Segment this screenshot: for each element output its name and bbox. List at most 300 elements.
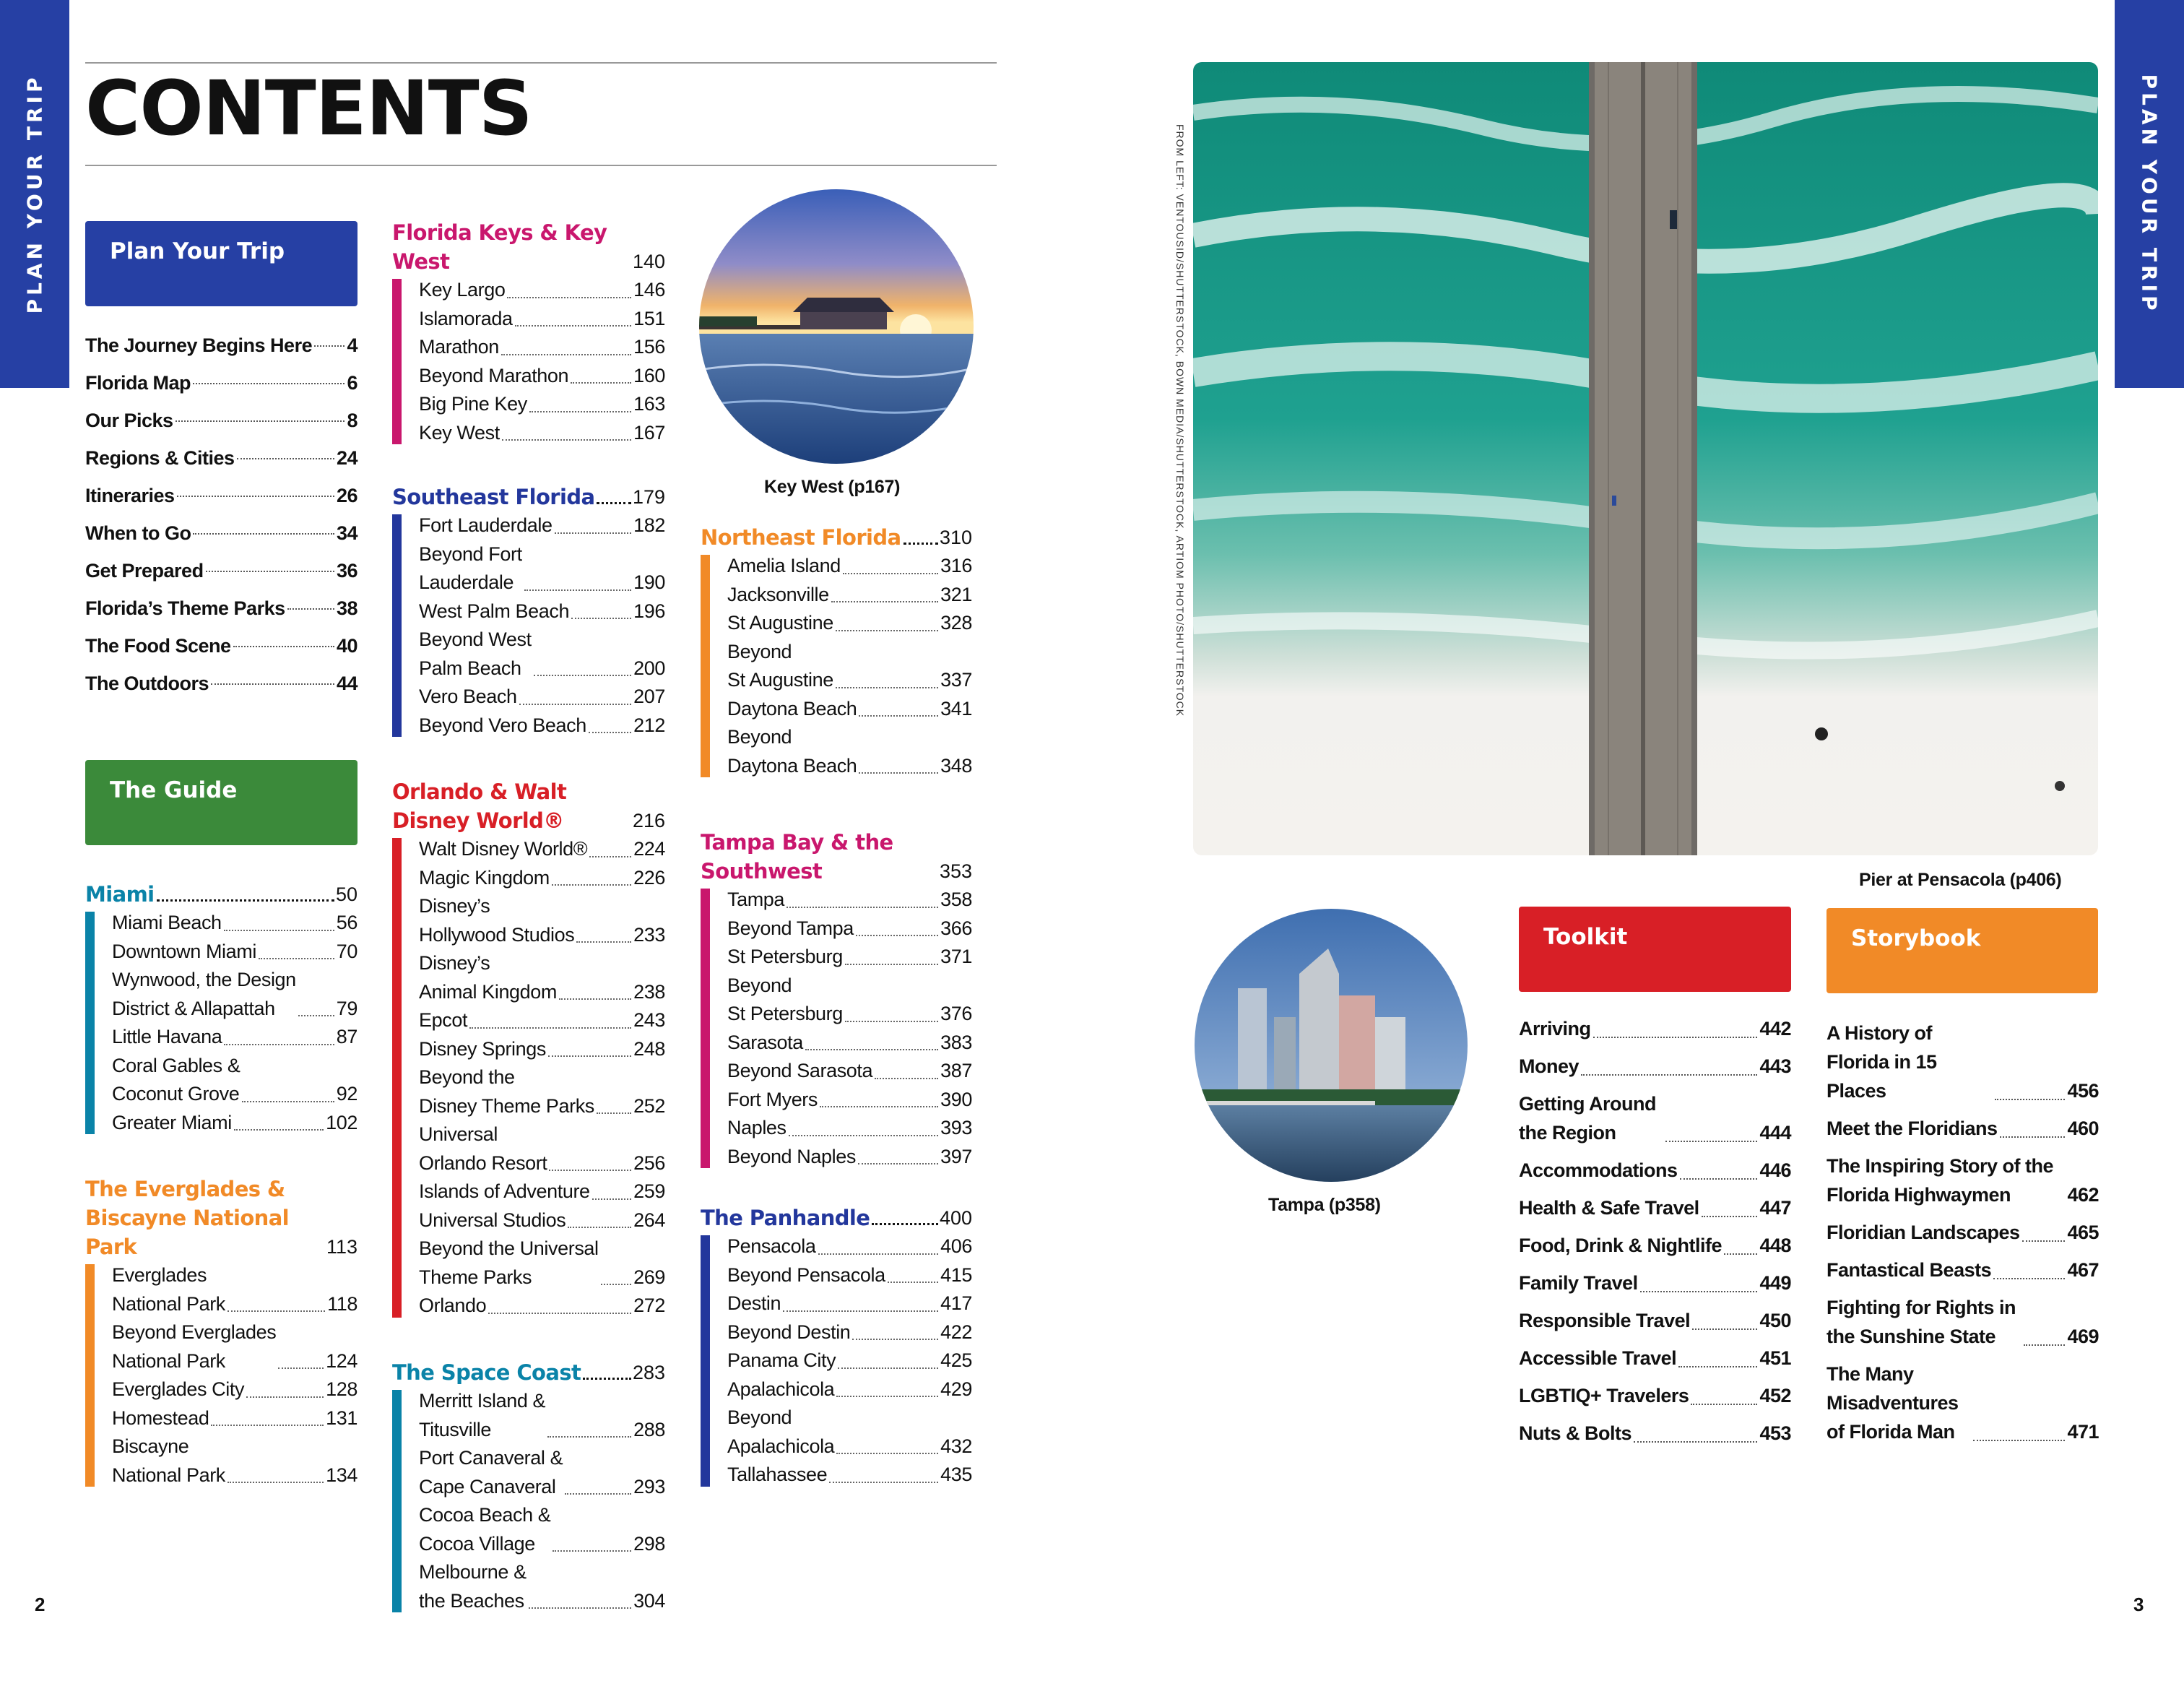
entry-title: Health & Safe Travel — [1519, 1197, 1699, 1219]
subsection-page: 293 — [633, 1475, 665, 1498]
subsection-entry[interactable] — [112, 1261, 358, 1318]
subsection-page: 79 — [336, 997, 358, 1019]
pier-aerial-illustration — [1193, 62, 2098, 855]
subsection-entry[interactable] — [419, 362, 665, 391]
dot-leader — [193, 383, 344, 384]
section-miami — [85, 880, 358, 1137]
tampa-caption: Tampa (p358) — [1268, 1195, 1381, 1215]
color-bar — [392, 1390, 402, 1612]
toc-entry[interactable] — [85, 477, 358, 514]
dot-leader — [211, 683, 334, 685]
subsection-title: Wynwood, the Design District & Allapattah — [112, 969, 296, 1019]
dot-leader — [176, 420, 345, 422]
subsection-page: 425 — [940, 1349, 972, 1371]
pier-caption: Pier at Pensacola (p406) — [1859, 870, 2062, 890]
section-panhandle — [701, 1204, 972, 1490]
dot-leader — [1702, 1216, 1758, 1217]
toc-entry[interactable] — [85, 552, 358, 589]
subsection-title: Beyond Pensacola — [727, 1263, 885, 1286]
subsection-title: Beyond the Disney Theme Parks — [419, 1066, 594, 1117]
storybook-box-label: Storybook — [1851, 925, 1981, 951]
subsection-title: Beyond Everglades National Park — [112, 1321, 277, 1372]
subsection-page: 196 — [633, 600, 665, 622]
dot-leader — [211, 1425, 324, 1426]
subsection-page: 56 — [336, 912, 358, 933]
toc-entry[interactable] — [85, 364, 358, 402]
storybook-box — [1826, 908, 2098, 993]
subsection-page: 248 — [633, 1037, 665, 1060]
dot-leader — [287, 608, 334, 610]
color-bar — [85, 1264, 95, 1487]
section-page: 216 — [632, 810, 665, 831]
subsection-page: 390 — [940, 1088, 972, 1110]
subsection-entry[interactable] — [727, 552, 972, 581]
subsection-entry[interactable] — [727, 1114, 972, 1143]
subsection-page: 156 — [633, 336, 665, 358]
subsection-entry[interactable] — [419, 276, 665, 305]
subsection-title: Islamorada — [419, 307, 513, 329]
subsection-title: Merritt Island & Titusville — [419, 1390, 546, 1440]
subsection-title: Naples — [727, 1117, 786, 1138]
subsection-entry[interactable] — [419, 390, 665, 419]
subsection-page: 371 — [940, 946, 972, 967]
subsection-entry[interactable] — [419, 1235, 665, 1292]
subsection-page: 304 — [633, 1589, 665, 1612]
toc-entry[interactable] — [1519, 1269, 1791, 1297]
dot-leader — [519, 704, 632, 705]
toc-entry[interactable] — [85, 627, 358, 665]
dot-leader — [783, 1310, 938, 1312]
subsection-entry[interactable] — [419, 333, 665, 362]
subsection-title: Daytona Beach — [727, 697, 857, 719]
subsection-entry[interactable] — [112, 966, 358, 1023]
subsection-entry[interactable] — [727, 1143, 972, 1172]
subsection-title: Everglades National Park — [112, 1264, 225, 1315]
subsection-page: 288 — [633, 1418, 665, 1440]
color-bar — [392, 838, 402, 1318]
dot-leader — [904, 543, 938, 545]
dot-leader — [555, 532, 632, 534]
subsection-title: Orlando — [419, 1295, 487, 1316]
section-page: 310 — [939, 527, 972, 548]
toolkit-box-label: Toolkit — [1543, 924, 1628, 950]
subsection-page: 70 — [336, 940, 358, 962]
dot-leader — [820, 1106, 938, 1107]
subsection-title: Magic Kingdom — [419, 866, 550, 889]
subsection-entry[interactable] — [727, 723, 972, 780]
subsection-list — [392, 511, 665, 740]
section-page: 179 — [632, 486, 665, 508]
subsection-title: Beyond Sarasota — [727, 1060, 873, 1081]
dot-leader — [838, 1367, 938, 1369]
entry-page: 26 — [336, 485, 358, 506]
entry-title: When to Go — [85, 522, 191, 544]
subsection-page: 207 — [633, 686, 665, 707]
subsection-page: 224 — [633, 838, 665, 860]
subsection-title: Beyond Tampa — [727, 917, 854, 939]
section-space-coast — [392, 1358, 665, 1615]
dot-leader — [856, 935, 938, 936]
entry-page: 465 — [2067, 1222, 2099, 1243]
toc-entry[interactable] — [1826, 1019, 2099, 1105]
subsection-page: 435 — [940, 1464, 972, 1485]
subsection-entry[interactable] — [112, 1052, 358, 1109]
subsection-entry[interactable] — [419, 712, 665, 740]
entry-title: The Food Scene — [85, 635, 231, 657]
toc-entry[interactable] — [85, 439, 358, 477]
toc-entry[interactable] — [1826, 1256, 2099, 1284]
subsection-entry[interactable] — [419, 626, 665, 683]
subsection-page: 259 — [633, 1180, 665, 1202]
toc-entry[interactable] — [85, 402, 358, 439]
subsection-list — [85, 1261, 358, 1490]
toc-entry[interactable] — [1826, 1151, 2099, 1209]
toc-entry[interactable] — [1519, 1052, 1791, 1081]
subsection-entry[interactable] — [419, 864, 665, 893]
dot-leader — [507, 297, 631, 298]
dot-leader — [818, 1253, 939, 1255]
subsection-page: 376 — [940, 1003, 972, 1024]
subsection-title: Fort Lauderdale — [419, 514, 552, 536]
dot-leader — [1581, 1074, 1757, 1076]
subsection-list — [701, 1232, 972, 1490]
subsection-entry[interactable] — [112, 1023, 358, 1052]
subsection-entry[interactable] — [112, 1432, 358, 1490]
subsection-entry[interactable] — [112, 1109, 358, 1138]
section-heading[interactable] — [701, 828, 972, 886]
dot-leader — [859, 772, 938, 774]
subsection-title: Panama City — [727, 1349, 836, 1371]
section-page: 283 — [632, 1362, 665, 1383]
dot-leader — [597, 1112, 631, 1114]
subsection-list — [701, 886, 972, 1171]
key-west-illustration — [699, 189, 974, 464]
toc-entry[interactable] — [1519, 1193, 1791, 1222]
subsection-entry[interactable] — [419, 1444, 665, 1501]
section-heading[interactable] — [392, 483, 665, 511]
subsection-title: Jacksonville — [727, 583, 829, 605]
subsection-page: 134 — [326, 1464, 358, 1486]
subsection-entry[interactable] — [419, 1558, 665, 1615]
subsection-entry[interactable] — [419, 1387, 665, 1444]
subsection-title: Beyond the Universal Theme Parks — [419, 1237, 599, 1288]
subsection-entry[interactable] — [419, 1120, 665, 1177]
section-heading[interactable] — [701, 523, 972, 552]
subsection-title: St Petersburg — [727, 946, 843, 967]
subsection-title: Apalachicola — [727, 1378, 835, 1400]
subsection-entry[interactable] — [419, 1006, 665, 1035]
subsection-title: Coral Gables & Coconut Grove — [112, 1054, 240, 1105]
subsection-title: Biscayne National Park — [112, 1435, 225, 1486]
subsection-entry[interactable] — [419, 892, 665, 949]
subsection-page: 269 — [633, 1266, 665, 1288]
section-heading[interactable] — [85, 880, 358, 909]
toc-entry[interactable] — [85, 665, 358, 702]
subsection-title: Fort Myers — [727, 1088, 818, 1110]
section-title: The Everglades & Biscayne National Park — [85, 1177, 290, 1259]
dot-leader — [515, 325, 632, 327]
color-bar — [701, 1235, 710, 1487]
subsection-page: 190 — [633, 571, 665, 593]
dot-leader — [836, 630, 938, 631]
subsection-title: Melbourne & the Beaches — [419, 1561, 526, 1612]
entry-page: 452 — [1759, 1385, 1791, 1406]
toc-entry[interactable] — [1519, 1156, 1791, 1185]
entry-page: 460 — [2067, 1118, 2099, 1139]
subsection-entry[interactable] — [727, 1086, 972, 1115]
subsection-entry[interactable] — [419, 1501, 665, 1558]
toc-entry[interactable] — [85, 589, 358, 627]
subsection-page: 422 — [940, 1321, 972, 1343]
plan-box-label: Plan Your Trip — [110, 238, 285, 264]
subsection-title: Everglades City — [112, 1378, 245, 1400]
subsection-entry[interactable] — [419, 1063, 665, 1120]
subsection-entry[interactable] — [727, 1029, 972, 1058]
subsection-page: 118 — [327, 1292, 358, 1315]
dot-leader — [224, 1044, 334, 1045]
toc-entry[interactable] — [85, 514, 358, 552]
subsection-title: Beyond St Augustine — [727, 640, 833, 691]
dot-leader — [568, 1227, 631, 1228]
dot-leader — [1691, 1404, 1757, 1405]
dot-leader — [314, 345, 344, 347]
subsection-page: 243 — [633, 1009, 665, 1031]
dot-leader — [872, 1223, 938, 1225]
subsection-entry[interactable] — [112, 1404, 358, 1433]
entry-title: Get Prepared — [85, 560, 204, 582]
dot-leader — [529, 411, 631, 412]
toolkit-list — [1519, 1014, 1791, 1456]
dot-leader — [228, 1482, 324, 1483]
subsection-title: Key West — [419, 421, 500, 444]
entry-title: A History of Florida in 15 Places — [1826, 1022, 1937, 1102]
entry-title: Fighting for Rights in the Sunshine State — [1826, 1297, 2016, 1347]
section-title: Orlando & Walt Disney World® — [392, 779, 567, 833]
subsection-page: 429 — [940, 1378, 972, 1400]
dot-leader — [589, 856, 631, 857]
toc-entry[interactable] — [1826, 1360, 2099, 1446]
subsection-entry[interactable] — [419, 1177, 665, 1206]
toc-entry[interactable] — [1519, 1089, 1791, 1147]
dot-leader — [501, 354, 631, 355]
subsection-page: 233 — [633, 923, 665, 946]
subsection-entry[interactable] — [419, 1206, 665, 1235]
section-page: 400 — [939, 1207, 972, 1229]
key-west-caption: Key West (p167) — [764, 477, 901, 497]
dot-leader — [1973, 1440, 2065, 1441]
section-title: The Panhandle — [701, 1206, 870, 1230]
section-heading[interactable] — [392, 218, 665, 276]
subsection-entry[interactable] — [419, 597, 665, 626]
subsection-page: 328 — [940, 612, 972, 634]
subsection-page: 432 — [940, 1435, 972, 1457]
dot-leader — [2000, 1136, 2066, 1138]
toc-entry[interactable] — [1826, 1114, 2099, 1143]
toc-entry[interactable] — [1519, 1419, 1791, 1448]
subsection-title: Walt Disney World® — [419, 838, 588, 860]
subsection-entry[interactable] — [727, 1318, 972, 1347]
subsection-page: 415 — [940, 1263, 972, 1286]
subsection-title: Disney’s Hollywood Studios — [419, 895, 575, 946]
dot-leader — [529, 1607, 631, 1609]
subsection-page: 417 — [940, 1292, 972, 1314]
subsection-title: Sarasota — [727, 1031, 803, 1053]
subsection-entry[interactable] — [112, 1375, 358, 1404]
dot-leader — [1995, 1099, 2065, 1100]
dot-leader — [234, 1129, 324, 1131]
entry-page: 44 — [336, 673, 358, 694]
toc-entry[interactable] — [1519, 1344, 1791, 1373]
section-northeast-florida — [701, 523, 972, 780]
subsection-entry[interactable] — [112, 909, 358, 938]
toc-entry[interactable] — [1519, 1381, 1791, 1410]
entry-page: 24 — [336, 447, 358, 469]
subsection-page: 238 — [633, 980, 665, 1003]
subsection-entry[interactable] — [727, 1232, 972, 1261]
plan-list — [85, 327, 358, 702]
subsection-title: Tallahassee — [727, 1464, 828, 1485]
subsection-entry[interactable] — [419, 1035, 665, 1064]
subsection-entry[interactable] — [727, 915, 972, 943]
subsection-entry[interactable] — [419, 949, 665, 1006]
toc-entry[interactable] — [1519, 1014, 1791, 1043]
subsection-entry[interactable] — [727, 609, 972, 638]
subsection-page: 397 — [940, 1145, 972, 1167]
dot-leader — [177, 496, 334, 497]
subsection-entry[interactable] — [112, 938, 358, 967]
section-title: Miami — [85, 882, 155, 907]
entry-page: 451 — [1759, 1347, 1791, 1369]
subsection-entry[interactable] — [727, 943, 972, 972]
toc-entry[interactable] — [1519, 1306, 1791, 1335]
dot-leader — [576, 941, 631, 943]
toc-entry[interactable] — [1826, 1293, 2099, 1351]
entry-title: Arriving — [1519, 1018, 1591, 1040]
subsection-entry[interactable] — [419, 683, 665, 712]
dot-leader — [829, 1482, 938, 1483]
dot-leader — [1640, 1291, 1758, 1292]
entry-page: 6 — [347, 372, 358, 394]
dot-leader — [571, 618, 631, 619]
tampa-skyline-illustration — [1195, 909, 1468, 1182]
subsection-title: Beyond Daytona Beach — [727, 726, 857, 777]
entry-title: Regions & Cities — [85, 447, 235, 469]
entry-title: Getting Around the Region — [1519, 1093, 1656, 1144]
toc-entry[interactable] — [1519, 1231, 1791, 1260]
section-heading[interactable] — [392, 777, 665, 835]
dot-leader — [859, 715, 938, 717]
section-title: Florida Keys & Key West — [392, 220, 607, 274]
dot-leader — [548, 1055, 631, 1057]
subsection-title: Universal Studios — [419, 1209, 566, 1231]
right-tab-label: PLAN YOUR TRIP — [2137, 74, 2162, 314]
dot-leader — [524, 589, 631, 591]
subsection-page: 298 — [633, 1532, 665, 1555]
subsection-page: 163 — [633, 393, 665, 415]
subsection-entry[interactable] — [419, 511, 665, 540]
subsection-entry[interactable] — [419, 419, 665, 448]
subsection-list — [85, 909, 358, 1137]
section-title: The Space Coast — [392, 1360, 581, 1385]
dot-leader — [845, 964, 938, 965]
entry-page: 453 — [1759, 1422, 1791, 1444]
entry-title: Our Picks — [85, 410, 173, 431]
plan-your-trip-box — [85, 221, 358, 306]
subsection-entry[interactable] — [419, 835, 665, 864]
dot-leader — [534, 675, 631, 676]
dot-leader — [592, 1198, 631, 1200]
toc-entry[interactable] — [1826, 1218, 2099, 1247]
dot-leader — [845, 1021, 938, 1022]
subsection-page: 226 — [633, 866, 665, 889]
toc-entry[interactable] — [85, 327, 358, 364]
subsection-title: Disney’s Animal Kingdom — [419, 952, 557, 1003]
subsection-title: Cocoa Beach & Cocoa Village — [419, 1504, 551, 1555]
subsection-entry[interactable] — [727, 638, 972, 695]
subsection-page: 383 — [940, 1031, 972, 1053]
dot-leader — [552, 884, 631, 886]
subsection-page: 182 — [633, 514, 665, 536]
dot-leader — [888, 1282, 938, 1283]
entry-title: Fantastical Beasts — [1826, 1259, 1992, 1281]
subsection-entry[interactable] — [727, 972, 972, 1029]
subsection-entry[interactable] — [727, 1375, 972, 1404]
subsection-entry[interactable] — [727, 1261, 972, 1290]
section-heading[interactable] — [392, 1358, 665, 1387]
subsection-title: West Palm Beach — [419, 600, 570, 622]
subsection-entry[interactable] — [727, 695, 972, 724]
subsection-entry[interactable] — [727, 1347, 972, 1375]
dot-leader — [246, 1396, 324, 1398]
subsection-entry[interactable] — [727, 581, 972, 610]
subsection-title: Key Largo — [419, 279, 506, 301]
section-heading[interactable] — [85, 1175, 358, 1261]
subsection-entry[interactable] — [727, 1057, 972, 1086]
dot-leader — [831, 601, 938, 602]
dot-leader — [157, 899, 334, 902]
subsection-title: Pensacola — [727, 1235, 816, 1257]
dot-leader — [502, 439, 631, 441]
subsection-entry[interactable] — [112, 1318, 358, 1375]
subsection-entry[interactable] — [727, 1404, 972, 1461]
section-title: Southeast Florida — [392, 485, 595, 509]
subsection-entry[interactable] — [419, 540, 665, 597]
guide-box-label: The Guide — [110, 777, 238, 803]
subsection-entry[interactable] — [419, 305, 665, 334]
subsection-entry[interactable] — [727, 1289, 972, 1318]
subsection-entry[interactable] — [727, 886, 972, 915]
entry-page: 38 — [336, 597, 358, 619]
subsection-title: Greater Miami — [112, 1111, 232, 1133]
subsection-page: 348 — [940, 754, 972, 777]
color-bar — [701, 889, 710, 1168]
subsection-title: Disney Springs — [419, 1037, 546, 1060]
tampa-photo — [1195, 909, 1468, 1182]
subsection-title: Downtown Miami — [112, 940, 256, 962]
subsection-entry[interactable] — [727, 1461, 972, 1490]
dot-leader — [259, 958, 334, 959]
subsection-title: Beyond St Petersburg — [727, 974, 843, 1024]
section-heading[interactable] — [701, 1204, 972, 1232]
entry-page: 446 — [1759, 1159, 1791, 1181]
entry-page: 443 — [1759, 1055, 1791, 1077]
subsection-title: Beyond Destin — [727, 1321, 851, 1343]
entry-page: 456 — [2067, 1080, 2099, 1102]
subsection-page: 393 — [940, 1117, 972, 1138]
dot-leader — [233, 646, 334, 647]
color-bar — [392, 514, 402, 737]
subsection-entry[interactable] — [419, 1292, 665, 1321]
